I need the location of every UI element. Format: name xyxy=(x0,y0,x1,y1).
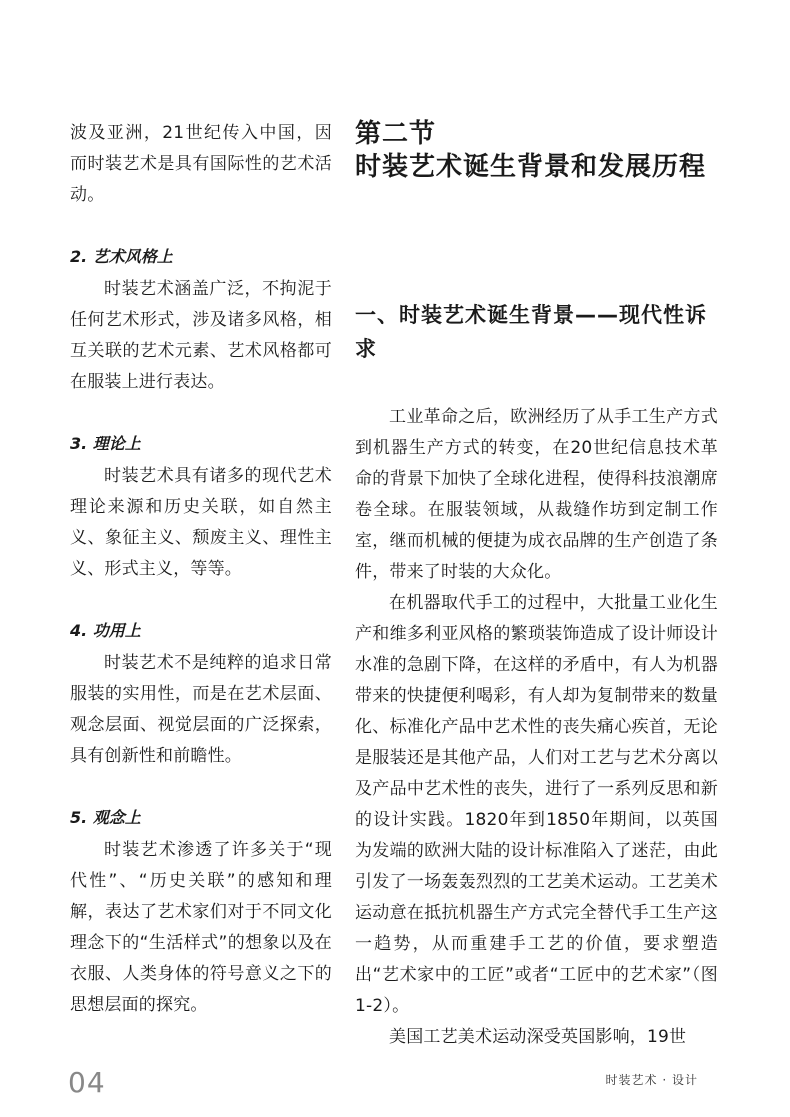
left-column xyxy=(70,118,332,1021)
section-title xyxy=(355,118,718,184)
right-body xyxy=(355,402,718,1053)
item-function xyxy=(70,617,332,772)
right-column xyxy=(355,118,718,1053)
body-paragraph: 美国工艺美术运动深受英国影响，19世 xyxy=(389,1027,687,1047)
item-heading: 3. 理论上 xyxy=(70,434,141,453)
intro-paragraph: 波及亚洲，21世纪传入中国，因而时装艺术是具有国际性的艺术活动。 xyxy=(70,123,332,205)
item-concept xyxy=(70,804,332,1021)
item-theory xyxy=(70,430,332,585)
item-heading: 2. 艺术风格上 xyxy=(70,247,173,266)
item-art-style xyxy=(70,243,332,398)
running-footer-title: 时装艺术 · 设计 xyxy=(605,1073,698,1087)
item-text: 时装艺术具有诸多的现代艺术理论来源和历史关联，如自然主义、象征主义、颓废主义、理性主义、形式主义，等等。 xyxy=(70,466,332,579)
page-number: 04 xyxy=(68,1066,106,1099)
body-paragraph: 工业革命之后，欧洲经历了从手工生产方式到机器生产方式的转变，在20世纪信息技术革命的背景下加快了全球化进程，使得科技浪潮席卷全球。在服装领域，从裁缝作坊到定制工作室，继而机械的便捷为成衣品牌的生产创造了条件，带来了时装的大众化。 xyxy=(355,407,718,582)
item-heading: 4. 功用上 xyxy=(70,621,141,640)
item-text: 时装艺术涵盖广泛，不拘泥于任何艺术形式，涉及诸多风格，相互关联的艺术元素、艺术风格都可在服装上进行表达。 xyxy=(70,279,332,392)
item-heading: 5. 观念上 xyxy=(70,808,141,827)
section-title-line1: 第二节 xyxy=(355,119,437,149)
item-text: 时装艺术渗透了许多关于“现代性”、“历史关联”的感知和理解，表达了艺术家们对于不同文化理念下的“生活样式”的想象以及在衣服、人类身体的符号意义之下的思想层面的探究。 xyxy=(70,840,332,1015)
subsection-title: 一、时装艺术诞生背景——现代性诉求 xyxy=(355,303,707,361)
section-title-line2: 时装艺术诞生背景和发展历程 xyxy=(355,152,707,182)
item-text: 时装艺术不是纯粹的追求日常服装的实用性，而是在艺术层面、观念层面、视觉层面的广泛探索，具有创新性和前瞻性。 xyxy=(70,653,332,766)
body-paragraph: 在机器取代手工的过程中，大批量工业化生产和维多利亚风格的繁琐装饰造成了设计师设计水准的急剧下降，在这样的矛盾中，有人为机器带来的快捷便利喝彩，有人却为复制带来的数量化、标准化产品中艺术性的丧失痛心疾首，无论是服装还是其他产品，人们对工艺与艺术分离以及产品中艺术性的丧失，进行了一系列反思和新的设计实践。1820年到1850年期间，以英国为发端的欧洲大陆的设计标准陷入了迷茫，由此引发了一场轰轰烈烈的工艺美术运动。工艺美术运动意在抵抗机器生产方式完全替代手工生产这一趋势，从而重建手工艺的价值，要求塑造出“艺术家中的工匠”或者“工匠中的艺术家”（图1-2）。 xyxy=(355,593,718,1016)
